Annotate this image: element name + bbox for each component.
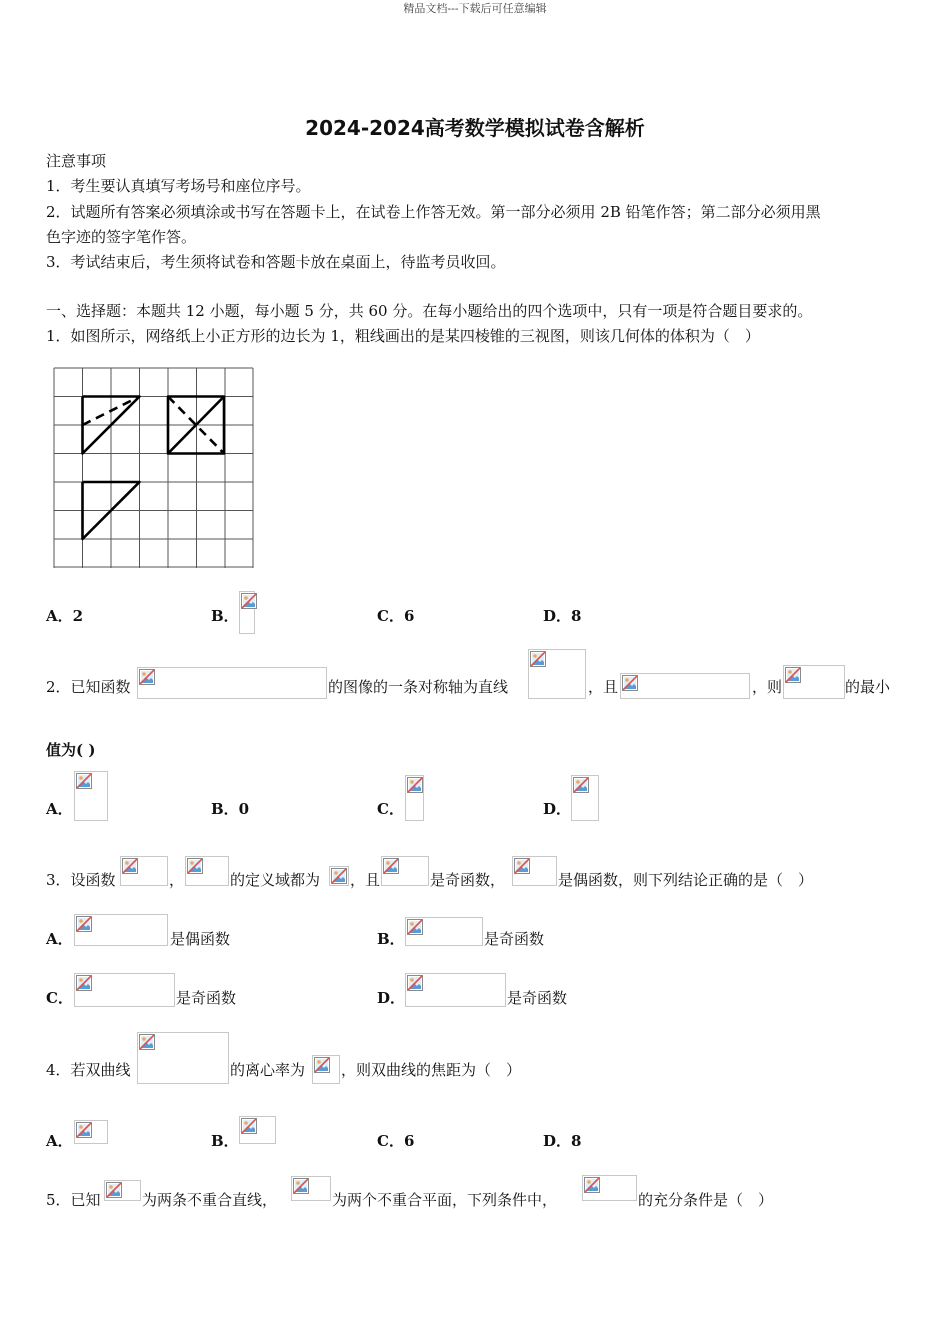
formula-image [137, 1032, 229, 1084]
three-view-figure [53, 367, 255, 569]
broken-image-icon [314, 1057, 330, 1073]
broken-image-icon [530, 651, 546, 667]
q2-stem-tail: 值为( ) [46, 741, 96, 759]
broken-image-icon [241, 1118, 257, 1134]
q1-stem: 1．如图所示，网络纸上小正方形的边长为 1，粗线画出的是某四棱锥的三视图，则该几何体的体积为（ ） [46, 327, 760, 345]
formula-image [405, 775, 424, 821]
broken-image-icon [76, 1122, 92, 1138]
broken-image-icon [106, 1182, 122, 1198]
broken-image-icon [407, 919, 423, 935]
q5-stem-part: 为两个不重合平面，下列条件中， [332, 1191, 558, 1209]
formula-image [74, 1120, 108, 1144]
q4-stem-part: 4．若双曲线 [46, 1061, 131, 1079]
q3-stem-part: ，且 [350, 871, 381, 889]
q2-option-d[interactable]: D． [543, 800, 572, 818]
formula-image [582, 1175, 637, 1201]
formula-image [239, 591, 255, 634]
q5-stem-part: 5．已知 [46, 1191, 101, 1209]
q3-option-a[interactable]: A． [46, 930, 73, 948]
q4-stem-part: 的离心率为 [230, 1061, 306, 1079]
q1-option-d[interactable]: D．8 [543, 607, 582, 625]
q2-stem-part: 的图像的一条对称轴为直线 [328, 678, 509, 696]
q3-option-d-text: 是奇函数 [507, 989, 568, 1007]
formula-image [312, 1055, 340, 1084]
q3-stem-part: 是偶函数，则下列结论正确的是（ ） [558, 871, 814, 889]
q1-option-a[interactable]: A．2 [46, 607, 84, 625]
formula-image [571, 775, 599, 821]
notice-item-3: 3．考试结束后，考生须将试卷和答题卡放在桌面上，待监考员收回。 [46, 253, 506, 271]
formula-image [239, 1116, 276, 1144]
formula-image [620, 673, 750, 699]
broken-image-icon [383, 858, 399, 874]
broken-image-icon [241, 593, 257, 609]
formula-image [185, 856, 229, 886]
broken-image-icon [514, 858, 530, 874]
broken-image-icon [76, 916, 92, 932]
formula-image [512, 856, 557, 886]
q1-option-c[interactable]: C．6 [377, 607, 415, 625]
broken-image-icon [293, 1178, 309, 1194]
page-header: 精品文档---下载后可任意编辑 [403, 2, 547, 15]
q3-stem-part: ， [169, 871, 185, 889]
broken-image-icon [407, 975, 423, 991]
q3-option-d[interactable]: D． [377, 989, 406, 1007]
q2-stem-part: 2．已知函数 [46, 678, 131, 696]
formula-image [291, 1176, 331, 1201]
q3-stem-part: 是奇函数， [430, 871, 506, 889]
broken-image-icon [139, 669, 155, 685]
formula-image [120, 856, 168, 886]
q1-option-b[interactable]: B． [211, 607, 239, 625]
q2-option-b[interactable]: B．0 [211, 800, 250, 818]
formula-image [528, 649, 586, 699]
q5-stem-part: 为两条不重合直线， [142, 1191, 278, 1209]
broken-image-icon [76, 975, 92, 991]
formula-image [137, 667, 327, 699]
q2-option-a[interactable]: A． [46, 800, 73, 818]
q4-stem-part: ，则双曲线的焦距为（ ） [341, 1061, 522, 1079]
q2-option-c[interactable]: C． [377, 800, 404, 818]
broken-image-icon [584, 1177, 600, 1193]
q3-option-c[interactable]: C． [46, 989, 73, 1007]
q3-option-a-text: 是偶函数 [170, 930, 231, 948]
formula-image [405, 917, 483, 946]
notice-heading: 注意事项 [46, 152, 107, 170]
q4-option-a[interactable]: A． [46, 1132, 73, 1150]
notice-item-1: 1．考生要认真填写考场号和座位序号。 [46, 177, 311, 195]
q3-option-c-text: 是奇函数 [176, 989, 237, 1007]
q3-option-b-text: 是奇函数 [484, 930, 545, 948]
broken-image-icon [76, 773, 92, 789]
q2-stem-part: 的最小 [845, 678, 891, 696]
q3-option-b[interactable]: B． [377, 930, 405, 948]
q2-stem-part: ，且 [588, 678, 619, 696]
broken-image-icon [785, 667, 801, 683]
broken-image-icon [122, 858, 138, 874]
formula-image [74, 771, 108, 821]
formula-image [329, 866, 349, 886]
q5-stem-part: 的充分条件是（ ） [638, 1191, 774, 1209]
notice-item-2: 2．试题所有答案必须填涂或书写在答题卡上，在试卷上作答无效。第一部分必须用 2B 铅笔作答；第二部分必须用黑 [46, 203, 821, 221]
formula-image [74, 914, 168, 946]
formula-image [381, 856, 429, 886]
page-title: 2024-2024高考数学模拟试卷含解析 [305, 116, 645, 140]
broken-image-icon [187, 858, 203, 874]
formula-image [74, 973, 175, 1007]
section-heading: 一、选择题：本题共 12 小题，每小题 5 分，共 60 分。在每小题给出的四个选项中，只有一项是符合题目要求的。 [46, 302, 813, 320]
broken-image-icon [139, 1034, 155, 1050]
broken-image-icon [331, 868, 347, 884]
q3-stem-part: 的定义域都为 [230, 871, 321, 889]
broken-image-icon [573, 777, 589, 793]
q2-stem-part: ，则 [752, 678, 783, 696]
formula-image [104, 1180, 141, 1201]
q4-option-b[interactable]: B． [211, 1132, 239, 1150]
q4-option-c[interactable]: C．6 [377, 1132, 415, 1150]
formula-image [783, 665, 845, 699]
notice-item-2-cont: 色字迹的签字笔作答。 [46, 228, 197, 246]
q4-option-d[interactable]: D．8 [543, 1132, 582, 1150]
formula-image [405, 973, 506, 1007]
broken-image-icon [622, 675, 638, 691]
broken-image-icon [407, 777, 423, 793]
q3-stem-part: 3．设函数 [46, 871, 116, 889]
